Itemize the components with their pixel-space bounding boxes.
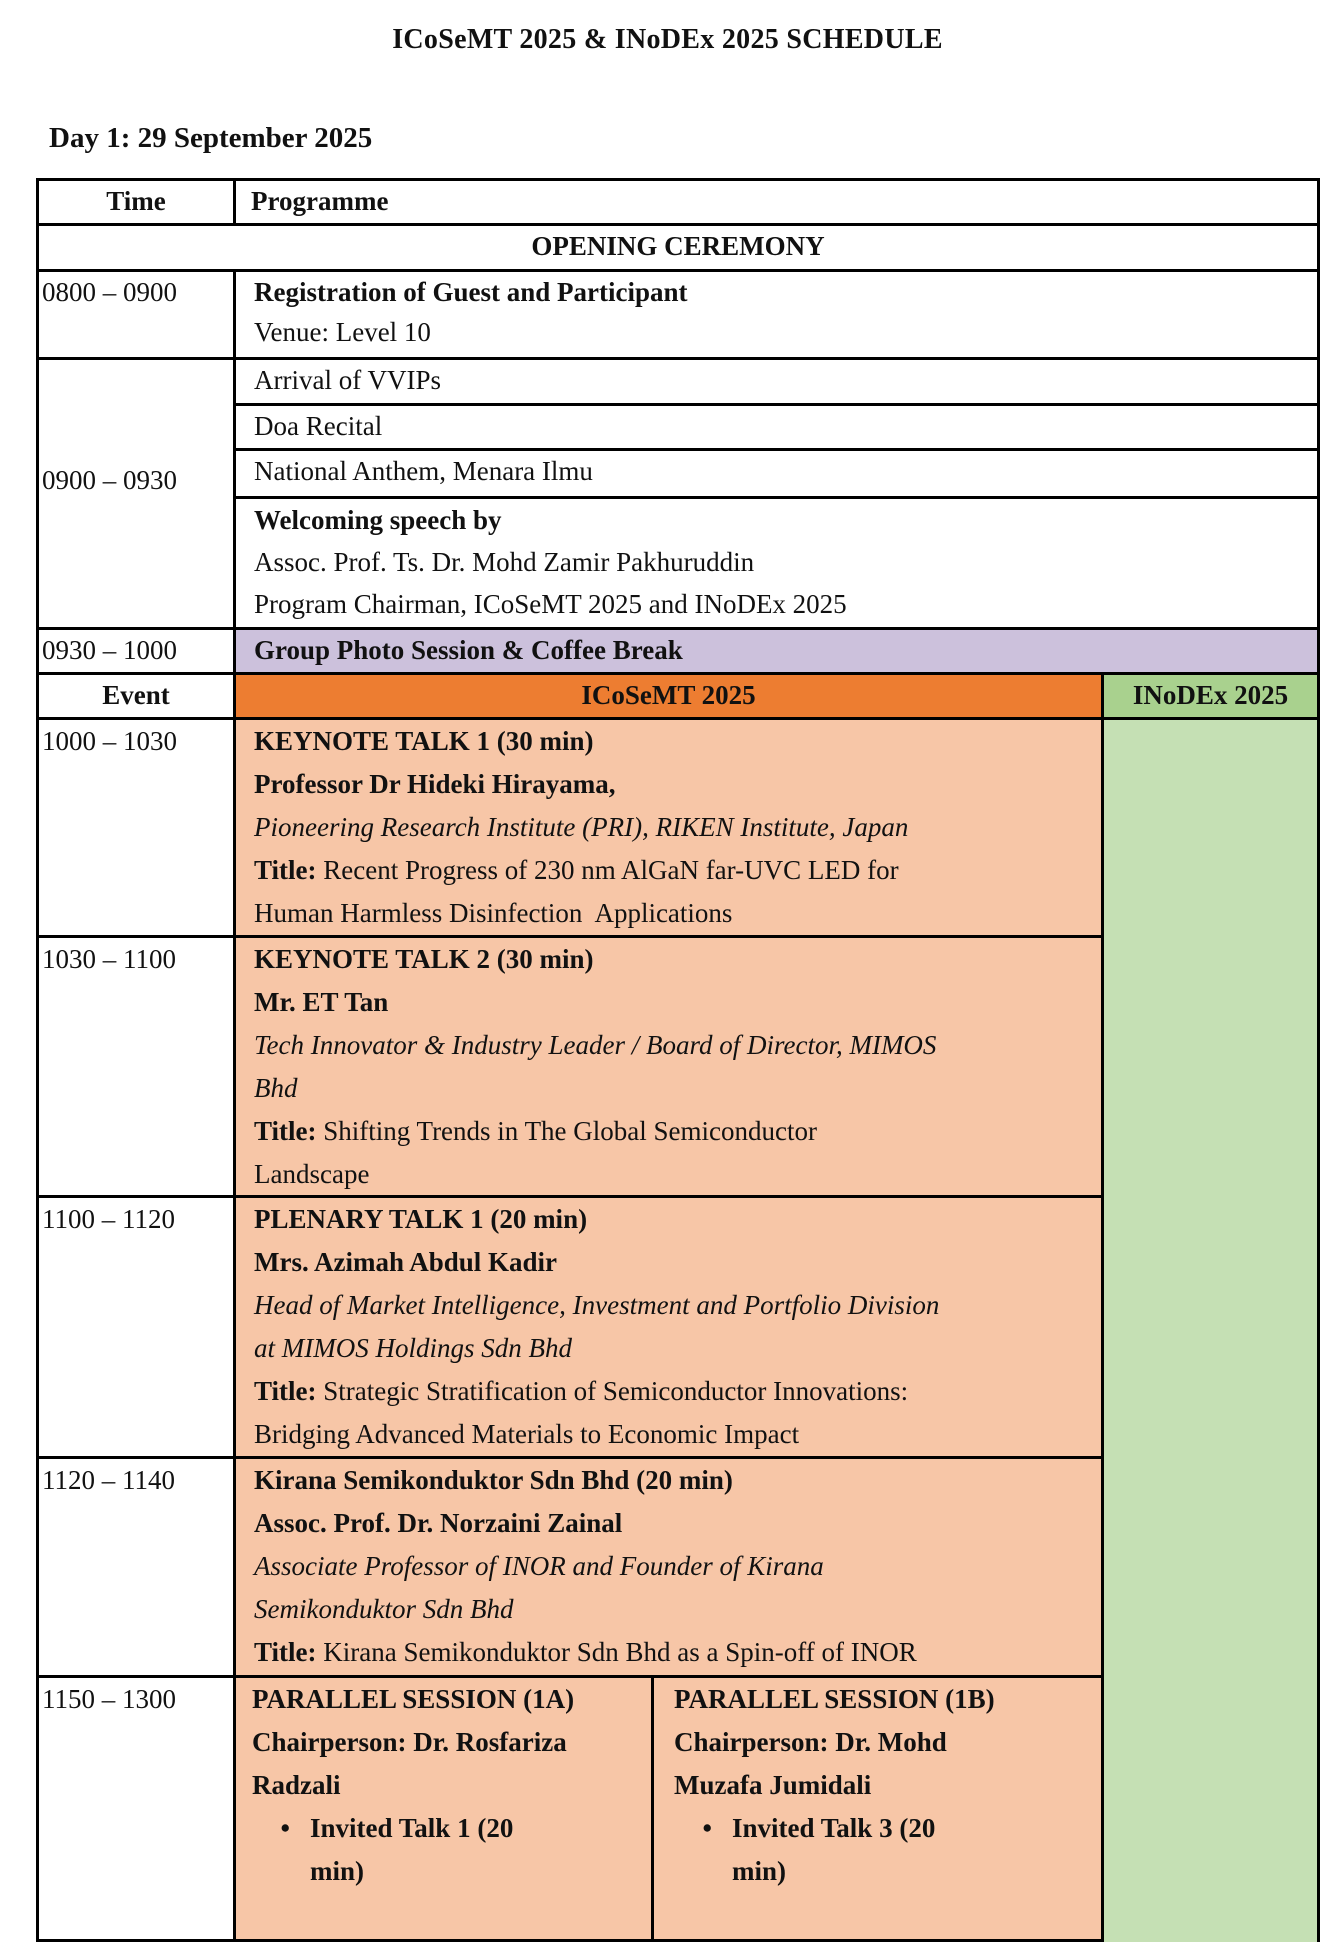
session-affiliation: Associate Professor of INOR and Founder of Kirana [254, 1551, 824, 1581]
session-affiliation: Semikonduktor Sdn Bhd [254, 1594, 514, 1624]
session-affiliation: Tech Innovator & Industry Leader / Board of Director, MIMOS [254, 1030, 937, 1060]
session-title: Human Harmless Disinfection Applications [254, 898, 733, 928]
welcoming-name: Assoc. Prof. Ts. Dr. Mohd Zamir Pakhuruddin [254, 547, 755, 577]
national-anthem-cell: National Anthem, Menara Ilmu [236, 451, 1320, 499]
time-cell: 1120 – 1140 [36, 1459, 236, 1678]
column-header-programme: Programme [236, 178, 1320, 226]
session-title: Landscape [254, 1159, 370, 1189]
session-affiliation: at MIMOS Holdings Sdn Bhd [254, 1333, 572, 1363]
welcoming-role: Program Chairman, ICoSeMT 2025 and INoDEx 2025 [254, 589, 847, 619]
invited-talk-text: min) [310, 1856, 364, 1886]
opening-ceremony-banner: OPENING CEREMONY [36, 226, 1320, 272]
session-speaker: Mr. ET Tan [254, 987, 389, 1017]
session-title: Bridging Advanced Materials to Economic Impact [254, 1419, 800, 1449]
column-header-time: Time [36, 178, 236, 226]
session-affiliation: Pioneering Research Institute (PRI), RIKEN Institute, Japan [254, 812, 909, 842]
day-heading: Day 1: 29 September 2025 [49, 122, 373, 154]
parallel-chairperson: Chairperson: Dr. Rosfariza [252, 1727, 567, 1757]
icosemt-header: ICoSeMT 2025 [236, 675, 1104, 720]
session-cell-keynote-1 [236, 720, 1104, 938]
session-title-label: Title: [254, 855, 317, 885]
invited-talk-text: min) [732, 1856, 786, 1886]
document-title: ICoSeMT 2025 & INoDEx 2025 SCHEDULE [392, 24, 943, 55]
parallel-session-1a [236, 1678, 654, 1942]
parallel-chairperson: Radzali [252, 1770, 341, 1800]
coffee-break-cell: Group Photo Session & Coffee Break [236, 630, 1320, 675]
bullet-icon: • [280, 1813, 290, 1843]
session-cell-plenary-1 [236, 1198, 1104, 1459]
session-heading: KEYNOTE TALK 2 (30 min) [254, 944, 594, 974]
arrival-cell: Arrival of VVIPs [236, 360, 1320, 406]
time-cell: 0900 – 0930 [42, 465, 177, 495]
invited-talk-text: Invited Talk 3 (20 [732, 1813, 936, 1843]
session-title: Shifting Trends in The Global Semiconductor [323, 1116, 817, 1146]
parallel-chairperson: Chairperson: Dr. Mohd [674, 1727, 947, 1757]
registration-cell [236, 272, 1320, 360]
inodex-column [1104, 720, 1320, 1942]
session-cell-kirana [236, 1459, 1104, 1678]
session-heading: PLENARY TALK 1 (20 min) [254, 1204, 588, 1234]
session-title: Recent Progress of 230 nm AlGaN far-UVC LED for [323, 855, 899, 885]
invited-talk-item [252, 1807, 651, 1893]
session-title: Strategic Stratification of Semiconductor Innovations: [323, 1376, 909, 1406]
inodex-header: INoDEx 2025 [1104, 675, 1320, 720]
time-cell: 1150 – 1300 [36, 1678, 236, 1942]
time-cell: 1000 – 1030 [36, 720, 236, 938]
time-cell-opening-block [36, 360, 236, 630]
session-title-label: Title: [254, 1116, 317, 1146]
invited-talk-item [674, 1807, 1101, 1893]
parallel-session-1b [654, 1678, 1104, 1942]
time-cell: 0930 – 1000 [36, 630, 236, 675]
time-cell: 1100 – 1120 [36, 1198, 236, 1459]
session-title-label: Title: [254, 1637, 317, 1667]
session-affiliation: Head of Market Intelligence, Investment and Portfolio Division [254, 1290, 940, 1320]
session-heading: KEYNOTE TALK 1 (30 min) [254, 726, 594, 756]
time-cell: 0800 – 0900 [36, 272, 236, 360]
welcoming-speech-cell [236, 499, 1320, 630]
session-speaker: Mrs. Azimah Abdul Kadir [254, 1247, 558, 1277]
session-title: Kirana Semikonduktor Sdn Bhd as a Spin-off of INOR [323, 1637, 917, 1667]
registration-title: Registration of Guest and Participant [254, 277, 688, 307]
session-speaker: Professor Dr Hideki Hirayama, [254, 769, 616, 799]
registration-venue: Venue: Level 10 [254, 317, 431, 347]
event-header: Event [36, 675, 236, 720]
time-cell: 1030 – 1100 [36, 938, 236, 1198]
session-heading: Kirana Semikonduktor Sdn Bhd (20 min) [254, 1465, 733, 1495]
session-title-label: Title: [254, 1376, 317, 1406]
bullet-icon: • [702, 1813, 712, 1843]
parallel-chairperson: Muzafa Jumidali [674, 1770, 872, 1800]
doa-recital-cell: Doa Recital [236, 406, 1320, 451]
session-speaker: Assoc. Prof. Dr. Norzaini Zainal [254, 1508, 623, 1538]
invited-talk-text: Invited Talk 1 (20 [310, 1813, 514, 1843]
parallel-heading: PARALLEL SESSION (1B) [674, 1684, 995, 1714]
parallel-heading: PARALLEL SESSION (1A) [252, 1684, 575, 1714]
session-cell-keynote-2 [236, 938, 1104, 1198]
welcoming-title: Welcoming speech by [254, 505, 502, 535]
session-affiliation: Bhd [254, 1073, 298, 1103]
